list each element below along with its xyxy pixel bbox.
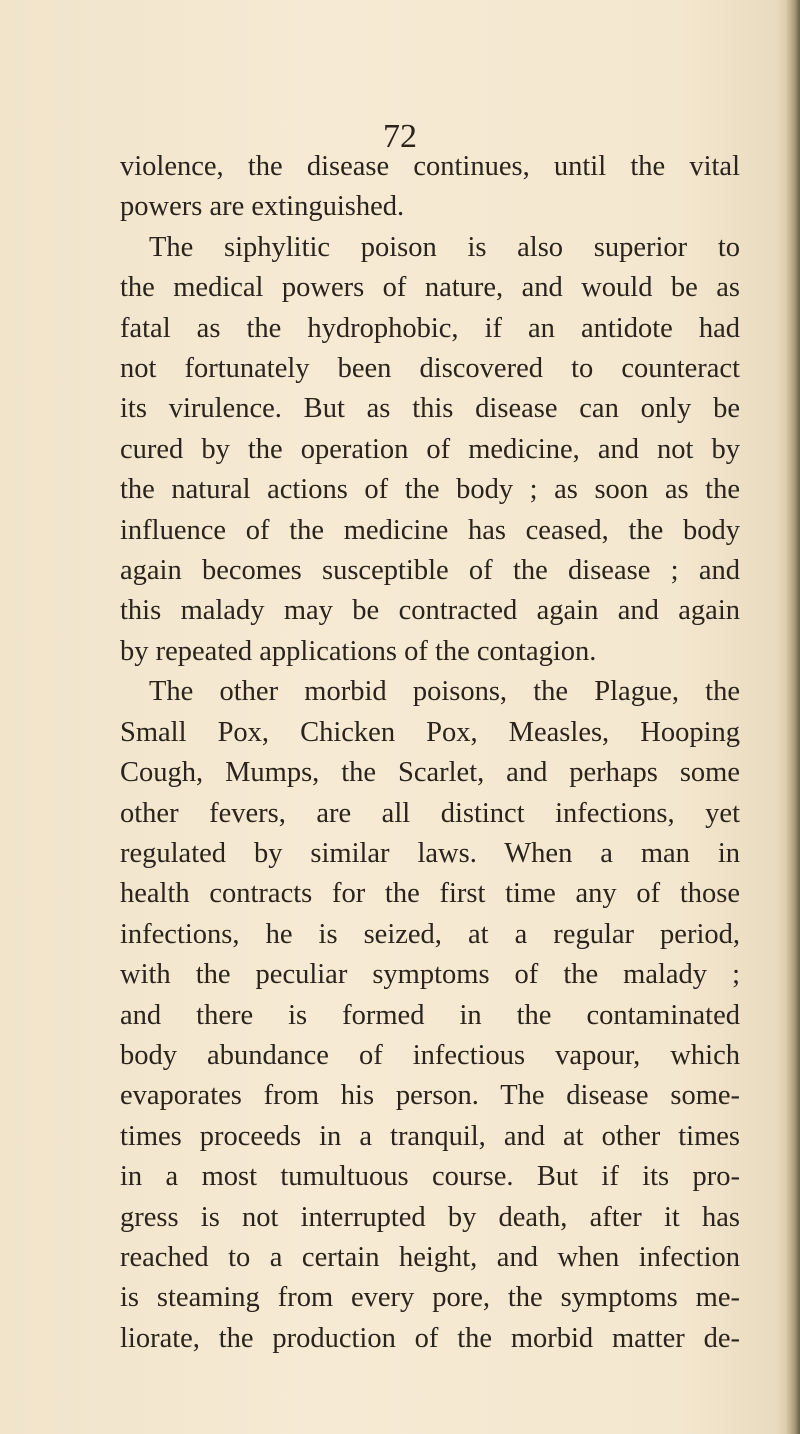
text-line: and there is formed in the contaminated	[120, 999, 740, 1031]
text-line: violence, the disease continues, until the vital	[120, 151, 740, 182]
text-line: is steaming from every pore, the symptoms me-	[120, 1282, 740, 1314]
text-line: this malady may be contracted again and again	[120, 595, 740, 627]
text-line: cured by the operation of medicine, and not by	[120, 433, 740, 465]
text-line: not fortunately been discovered to counteract	[120, 353, 740, 385]
text-line: Small Pox, Chicken Pox, Measles, Hooping	[120, 716, 740, 748]
text-line: The siphylitic poison is also superior to	[149, 231, 740, 263]
text-line: Cough, Mumps, the Scarlet, and perhaps some	[120, 757, 740, 789]
page-edge-shadow	[786, 0, 800, 1434]
text-line: body abundance of infectious vapour, which	[120, 1039, 740, 1071]
text-line: The other morbid poisons, the Plague, the	[149, 676, 740, 708]
text-line: gress is not interrupted by death, after it has	[120, 1201, 740, 1233]
text-line: the medical powers of nature, and would be as	[120, 272, 740, 304]
text-line: evaporates from his person. The disease some-	[120, 1080, 740, 1112]
body-text	[120, 147, 740, 1359]
text-line: fatal as the hydrophobic, if an antidote had	[120, 312, 740, 344]
text-line: other fevers, are all distinct infections, yet	[120, 797, 740, 829]
text-line: liorate, the production of the morbid matter de-	[120, 1322, 740, 1354]
text-line: powers are extinguished.	[120, 191, 405, 223]
page-number: 72	[383, 118, 417, 155]
text-line: reached to a certain height, and when infection	[120, 1241, 740, 1273]
text-line: in a most tumultuous course. But if its pro-	[120, 1161, 740, 1193]
text-line: times proceeds in a tranquil, and at other times	[120, 1120, 740, 1152]
text-line: infections, he is seized, at a regular period,	[120, 918, 740, 950]
text-line: its virulence. But as this disease can only be	[120, 393, 740, 425]
text-line: influence of the medicine has ceased, the body	[120, 514, 740, 546]
text-line: again becomes susceptible of the disease ; and	[120, 555, 740, 587]
text-line: regulated by similar laws. When a man in	[120, 837, 740, 869]
text-line: the natural actions of the body ; as soon as the	[120, 474, 740, 506]
text-line: with the peculiar symptoms of the malady ;	[120, 959, 740, 991]
text-line: health contracts for the first time any of those	[120, 878, 740, 910]
text-line: by repeated applications of the contagion.	[120, 635, 597, 667]
